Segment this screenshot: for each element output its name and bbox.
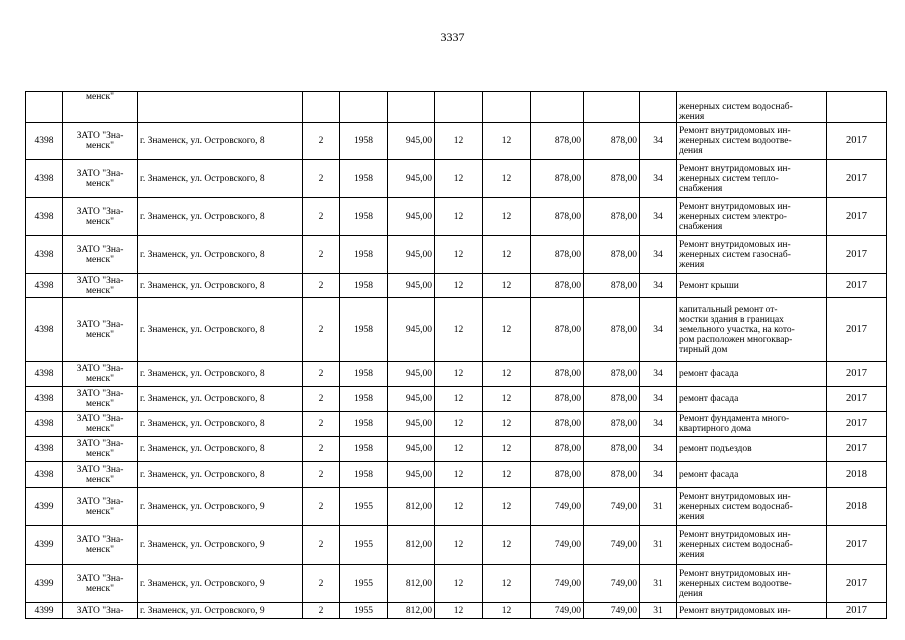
work-type-cell: Ремонт внутридомовых ин- женерных систем водоотве- дения xyxy=(677,123,827,160)
municipality-cell: ЗАТО "Зна- менск" xyxy=(63,298,138,362)
count-cell xyxy=(435,92,483,123)
residential-area-cell: 749,00 xyxy=(531,565,584,603)
row-id: 4399 xyxy=(26,565,63,603)
floors-cell xyxy=(303,92,340,123)
municipality-cell: ЗАТО "Зна- менск" xyxy=(63,437,138,462)
year-built-cell: 1958 xyxy=(340,387,388,412)
residential-area-cell xyxy=(531,92,584,123)
residential-area-cell: 749,00 xyxy=(584,526,640,565)
row-id: 4398 xyxy=(26,236,63,274)
total-area-cell xyxy=(388,92,435,123)
row-id xyxy=(26,92,63,123)
address-cell: г. Знаменск, ул. Островского, 8 xyxy=(138,236,303,274)
residential-area-cell: 878,00 xyxy=(531,123,584,160)
floors-cell: 2 xyxy=(303,603,340,619)
municipality-cell: ЗАТО "Зна- менск" xyxy=(63,565,138,603)
count-cell: 12 xyxy=(483,298,531,362)
table-row xyxy=(26,274,887,298)
count-cell: 12 xyxy=(483,488,531,526)
plan-year-cell: 2018 xyxy=(827,462,887,488)
floors-cell: 2 xyxy=(303,412,340,437)
address-cell: г. Знаменск, ул. Островского, 8 xyxy=(138,412,303,437)
row-id: 4398 xyxy=(26,412,63,437)
work-type-cell: ремонт фасада xyxy=(677,362,827,387)
count-cell: 12 xyxy=(483,437,531,462)
floors-cell: 2 xyxy=(303,387,340,412)
plan-year-cell: 2017 xyxy=(827,298,887,362)
plan-year-cell: 2017 xyxy=(827,198,887,236)
count-cell: 12 xyxy=(435,298,483,362)
plan-year-cell: 2018 xyxy=(827,488,887,526)
residents-cell: 34 xyxy=(640,437,677,462)
residential-area-cell: 749,00 xyxy=(584,603,640,619)
table-row xyxy=(26,362,887,387)
row-id: 4398 xyxy=(26,274,63,298)
count-cell xyxy=(483,92,531,123)
floors-cell: 2 xyxy=(303,198,340,236)
residents-cell: 34 xyxy=(640,298,677,362)
plan-year-cell: 2017 xyxy=(827,362,887,387)
total-area-cell: 812,00 xyxy=(388,488,435,526)
row-id: 4398 xyxy=(26,123,63,160)
residential-area-cell: 878,00 xyxy=(584,362,640,387)
residential-area-cell: 749,00 xyxy=(531,488,584,526)
municipality-cell: ЗАТО "Зна- менск" xyxy=(63,488,138,526)
work-type-cell: капитальный ремонт от- мостки здания в границах земельного участка, на кото- ром расположен многоквар- тирный дом xyxy=(677,298,827,362)
row-id: 4398 xyxy=(26,198,63,236)
floors-cell: 2 xyxy=(303,565,340,603)
work-type-cell: Ремонт внутридомовых ин- женерных систем тепло- снабжения xyxy=(677,160,827,198)
year-built-cell: 1958 xyxy=(340,198,388,236)
plan-year-cell: 2017 xyxy=(827,236,887,274)
work-type-cell: Ремонт внутридомовых ин- женерных систем электро- снабжения xyxy=(677,198,827,236)
residential-area-cell: 878,00 xyxy=(584,462,640,488)
municipality-cell: ЗАТО "Зна- менск" xyxy=(63,462,138,488)
plan-year-cell: 2017 xyxy=(827,603,887,619)
municipality-cell: ЗАТО "Зна- менск" xyxy=(63,160,138,198)
residents-cell: 31 xyxy=(640,603,677,619)
year-built-cell: 1958 xyxy=(340,437,388,462)
address-cell: г. Знаменск, ул. Островского, 8 xyxy=(138,437,303,462)
work-type-cell: Ремонт внутридомовых ин- женерных систем водоотве- дения xyxy=(677,565,827,603)
residential-area-cell: 878,00 xyxy=(584,198,640,236)
table-row xyxy=(26,198,887,236)
plan-year-cell: 2017 xyxy=(827,274,887,298)
plan-year-cell: 2017 xyxy=(827,123,887,160)
work-type-cell: женерных систем водоснаб- жения xyxy=(677,92,827,123)
residents-cell xyxy=(640,92,677,123)
municipality-cell: ЗАТО "Зна- менск" xyxy=(63,362,138,387)
count-cell: 12 xyxy=(435,462,483,488)
count-cell: 12 xyxy=(435,123,483,160)
municipality-cell: ЗАТО "Зна- менск" xyxy=(63,526,138,565)
count-cell: 12 xyxy=(483,412,531,437)
floors-cell: 2 xyxy=(303,488,340,526)
address-cell: г. Знаменск, ул. Островского, 8 xyxy=(138,123,303,160)
row-id: 4399 xyxy=(26,603,63,619)
table-row xyxy=(26,603,887,619)
address-cell: г. Знаменск, ул. Островского, 8 xyxy=(138,462,303,488)
residents-cell: 34 xyxy=(640,462,677,488)
residential-area-cell: 878,00 xyxy=(531,160,584,198)
year-built-cell: 1958 xyxy=(340,298,388,362)
residential-area-cell: 878,00 xyxy=(531,362,584,387)
year-built-cell: 1958 xyxy=(340,362,388,387)
count-cell: 12 xyxy=(483,123,531,160)
residents-cell: 34 xyxy=(640,123,677,160)
municipality-cell: ЗАТО "Зна- менск" xyxy=(63,236,138,274)
address-cell: г. Знаменск, ул. Островского, 9 xyxy=(138,565,303,603)
address-cell: г. Знаменск, ул. Островского, 9 xyxy=(138,603,303,619)
residential-area-cell: 749,00 xyxy=(531,603,584,619)
address-cell: г. Знаменск, ул. Островского, 8 xyxy=(138,298,303,362)
work-type-cell: Ремонт внутридомовых ин- женерных систем газоснаб- жения xyxy=(677,236,827,274)
work-type-cell: Ремонт внутридомовых ин- женерных систем водоснаб- жения xyxy=(677,526,827,565)
total-area-cell: 945,00 xyxy=(388,123,435,160)
year-built-cell: 1958 xyxy=(340,412,388,437)
residential-area-cell: 749,00 xyxy=(584,565,640,603)
table-row xyxy=(26,565,887,603)
total-area-cell: 812,00 xyxy=(388,526,435,565)
total-area-cell: 945,00 xyxy=(388,198,435,236)
count-cell: 12 xyxy=(435,603,483,619)
residents-cell: 31 xyxy=(640,526,677,565)
residential-area-cell: 878,00 xyxy=(531,412,584,437)
residents-cell: 31 xyxy=(640,565,677,603)
row-id: 4399 xyxy=(26,488,63,526)
table-row xyxy=(26,236,887,274)
plan-year-cell: 2017 xyxy=(827,437,887,462)
municipality-cell: ЗАТО "Зна- менск" xyxy=(63,274,138,298)
total-area-cell: 812,00 xyxy=(388,565,435,603)
total-area-cell: 945,00 xyxy=(388,160,435,198)
plan-year-cell: 2017 xyxy=(827,526,887,565)
year-built-cell: 1958 xyxy=(340,123,388,160)
total-area-cell: 945,00 xyxy=(388,462,435,488)
residential-area-cell: 878,00 xyxy=(531,298,584,362)
count-cell: 12 xyxy=(483,198,531,236)
count-cell: 12 xyxy=(483,462,531,488)
count-cell: 12 xyxy=(435,160,483,198)
year-built-cell: 1958 xyxy=(340,236,388,274)
total-area-cell: 812,00 xyxy=(388,603,435,619)
floors-cell: 2 xyxy=(303,274,340,298)
row-id: 4398 xyxy=(26,387,63,412)
year-built-cell: 1958 xyxy=(340,160,388,198)
residential-area-cell: 878,00 xyxy=(584,437,640,462)
plan-year-cell: 2017 xyxy=(827,565,887,603)
count-cell: 12 xyxy=(483,274,531,298)
row-id: 4398 xyxy=(26,160,63,198)
work-type-cell: ремонт подъездов xyxy=(677,437,827,462)
year-built-cell: 1955 xyxy=(340,526,388,565)
count-cell: 12 xyxy=(435,437,483,462)
count-cell: 12 xyxy=(435,274,483,298)
residential-area-cell: 878,00 xyxy=(531,462,584,488)
residential-area-cell: 878,00 xyxy=(584,274,640,298)
table-row xyxy=(26,298,887,362)
count-cell: 12 xyxy=(435,236,483,274)
floors-cell: 2 xyxy=(303,160,340,198)
residential-area-cell: 749,00 xyxy=(584,488,640,526)
table-row xyxy=(26,387,887,412)
floors-cell: 2 xyxy=(303,462,340,488)
work-type-cell: Ремонт крыши xyxy=(677,274,827,298)
count-cell: 12 xyxy=(483,362,531,387)
count-cell: 12 xyxy=(435,387,483,412)
residential-area-cell: 878,00 xyxy=(584,298,640,362)
register-table xyxy=(25,91,887,619)
plan-year-cell: 2017 xyxy=(827,387,887,412)
row-id: 4398 xyxy=(26,437,63,462)
work-type-cell: Ремонт фундамента много- квартирного дома xyxy=(677,412,827,437)
table-row xyxy=(26,462,887,488)
year-built-cell: 1958 xyxy=(340,274,388,298)
year-built-cell: 1958 xyxy=(340,462,388,488)
residents-cell: 31 xyxy=(640,488,677,526)
count-cell: 12 xyxy=(435,565,483,603)
count-cell: 12 xyxy=(435,488,483,526)
residential-area-cell: 878,00 xyxy=(584,123,640,160)
address-cell: г. Знаменск, ул. Островского, 9 xyxy=(138,488,303,526)
table-row xyxy=(26,526,887,565)
total-area-cell: 945,00 xyxy=(388,274,435,298)
year-built-cell: 1955 xyxy=(340,565,388,603)
total-area-cell: 945,00 xyxy=(388,412,435,437)
address-cell xyxy=(138,92,303,123)
residential-area-cell: 878,00 xyxy=(584,387,640,412)
floors-cell: 2 xyxy=(303,362,340,387)
residential-area-cell: 878,00 xyxy=(584,236,640,274)
plan-year-cell: 2017 xyxy=(827,412,887,437)
count-cell: 12 xyxy=(483,565,531,603)
floors-cell: 2 xyxy=(303,298,340,362)
row-id: 4398 xyxy=(26,298,63,362)
work-type-cell: ремонт фасада xyxy=(677,387,827,412)
municipality-cell: ЗАТО "Зна- менск" xyxy=(63,198,138,236)
residents-cell: 34 xyxy=(640,362,677,387)
count-cell: 12 xyxy=(435,412,483,437)
count-cell: 12 xyxy=(483,526,531,565)
count-cell: 12 xyxy=(483,236,531,274)
table-row xyxy=(26,123,887,160)
plan-year-cell: 2017 xyxy=(827,160,887,198)
address-cell: г. Знаменск, ул. Островского, 8 xyxy=(138,160,303,198)
table-row xyxy=(26,437,887,462)
year-built-cell xyxy=(340,92,388,123)
residents-cell: 34 xyxy=(640,236,677,274)
residential-area-cell: 749,00 xyxy=(531,526,584,565)
municipality-cell: менск" xyxy=(63,92,138,123)
count-cell: 12 xyxy=(483,603,531,619)
page-number: 3337 xyxy=(440,30,465,44)
work-type-cell: ремонт фасада xyxy=(677,462,827,488)
residential-area-cell: 878,00 xyxy=(584,160,640,198)
floors-cell: 2 xyxy=(303,123,340,160)
total-area-cell: 945,00 xyxy=(388,387,435,412)
table-row-continuation xyxy=(26,92,887,123)
plan-year-cell xyxy=(827,92,887,123)
total-area-cell: 945,00 xyxy=(388,362,435,387)
register-table-body xyxy=(26,92,887,619)
residents-cell: 34 xyxy=(640,387,677,412)
total-area-cell: 945,00 xyxy=(388,298,435,362)
floors-cell: 2 xyxy=(303,526,340,565)
total-area-cell: 945,00 xyxy=(388,437,435,462)
address-cell: г. Знаменск, ул. Островского, 8 xyxy=(138,387,303,412)
address-cell: г. Знаменск, ул. Островского, 9 xyxy=(138,526,303,565)
residential-area-cell: 878,00 xyxy=(531,198,584,236)
municipality-cell: ЗАТО "Зна- xyxy=(63,603,138,619)
count-cell: 12 xyxy=(483,387,531,412)
count-cell: 12 xyxy=(483,160,531,198)
residential-area-cell: 878,00 xyxy=(531,437,584,462)
residential-area-cell: 878,00 xyxy=(531,274,584,298)
residents-cell: 34 xyxy=(640,160,677,198)
residential-area-cell: 878,00 xyxy=(531,387,584,412)
total-area-cell: 945,00 xyxy=(388,236,435,274)
floors-cell: 2 xyxy=(303,437,340,462)
row-id: 4399 xyxy=(26,526,63,565)
row-id: 4398 xyxy=(26,362,63,387)
address-cell: г. Знаменск, ул. Островского, 8 xyxy=(138,198,303,236)
residents-cell: 34 xyxy=(640,274,677,298)
residents-cell: 34 xyxy=(640,412,677,437)
floors-cell: 2 xyxy=(303,236,340,274)
table-row xyxy=(26,488,887,526)
address-cell: г. Знаменск, ул. Островского, 8 xyxy=(138,274,303,298)
table-row xyxy=(26,412,887,437)
table-row xyxy=(26,160,887,198)
year-built-cell: 1955 xyxy=(340,488,388,526)
residential-area-cell: 878,00 xyxy=(531,236,584,274)
municipality-cell: ЗАТО "Зна- менск" xyxy=(63,387,138,412)
residents-cell: 34 xyxy=(640,198,677,236)
residential-area-cell: 878,00 xyxy=(584,412,640,437)
work-type-cell: Ремонт внутридомовых ин- женерных систем водоснаб- жения xyxy=(677,488,827,526)
address-cell: г. Знаменск, ул. Островского, 8 xyxy=(138,362,303,387)
year-built-cell: 1955 xyxy=(340,603,388,619)
row-id: 4398 xyxy=(26,462,63,488)
count-cell: 12 xyxy=(435,526,483,565)
municipality-cell: ЗАТО "Зна- менск" xyxy=(63,412,138,437)
municipality-cell: ЗАТО "Зна- менск" xyxy=(63,123,138,160)
residential-area-cell xyxy=(584,92,640,123)
work-type-cell: Ремонт внутридомовых ин- xyxy=(677,603,827,619)
count-cell: 12 xyxy=(435,362,483,387)
count-cell: 12 xyxy=(435,198,483,236)
